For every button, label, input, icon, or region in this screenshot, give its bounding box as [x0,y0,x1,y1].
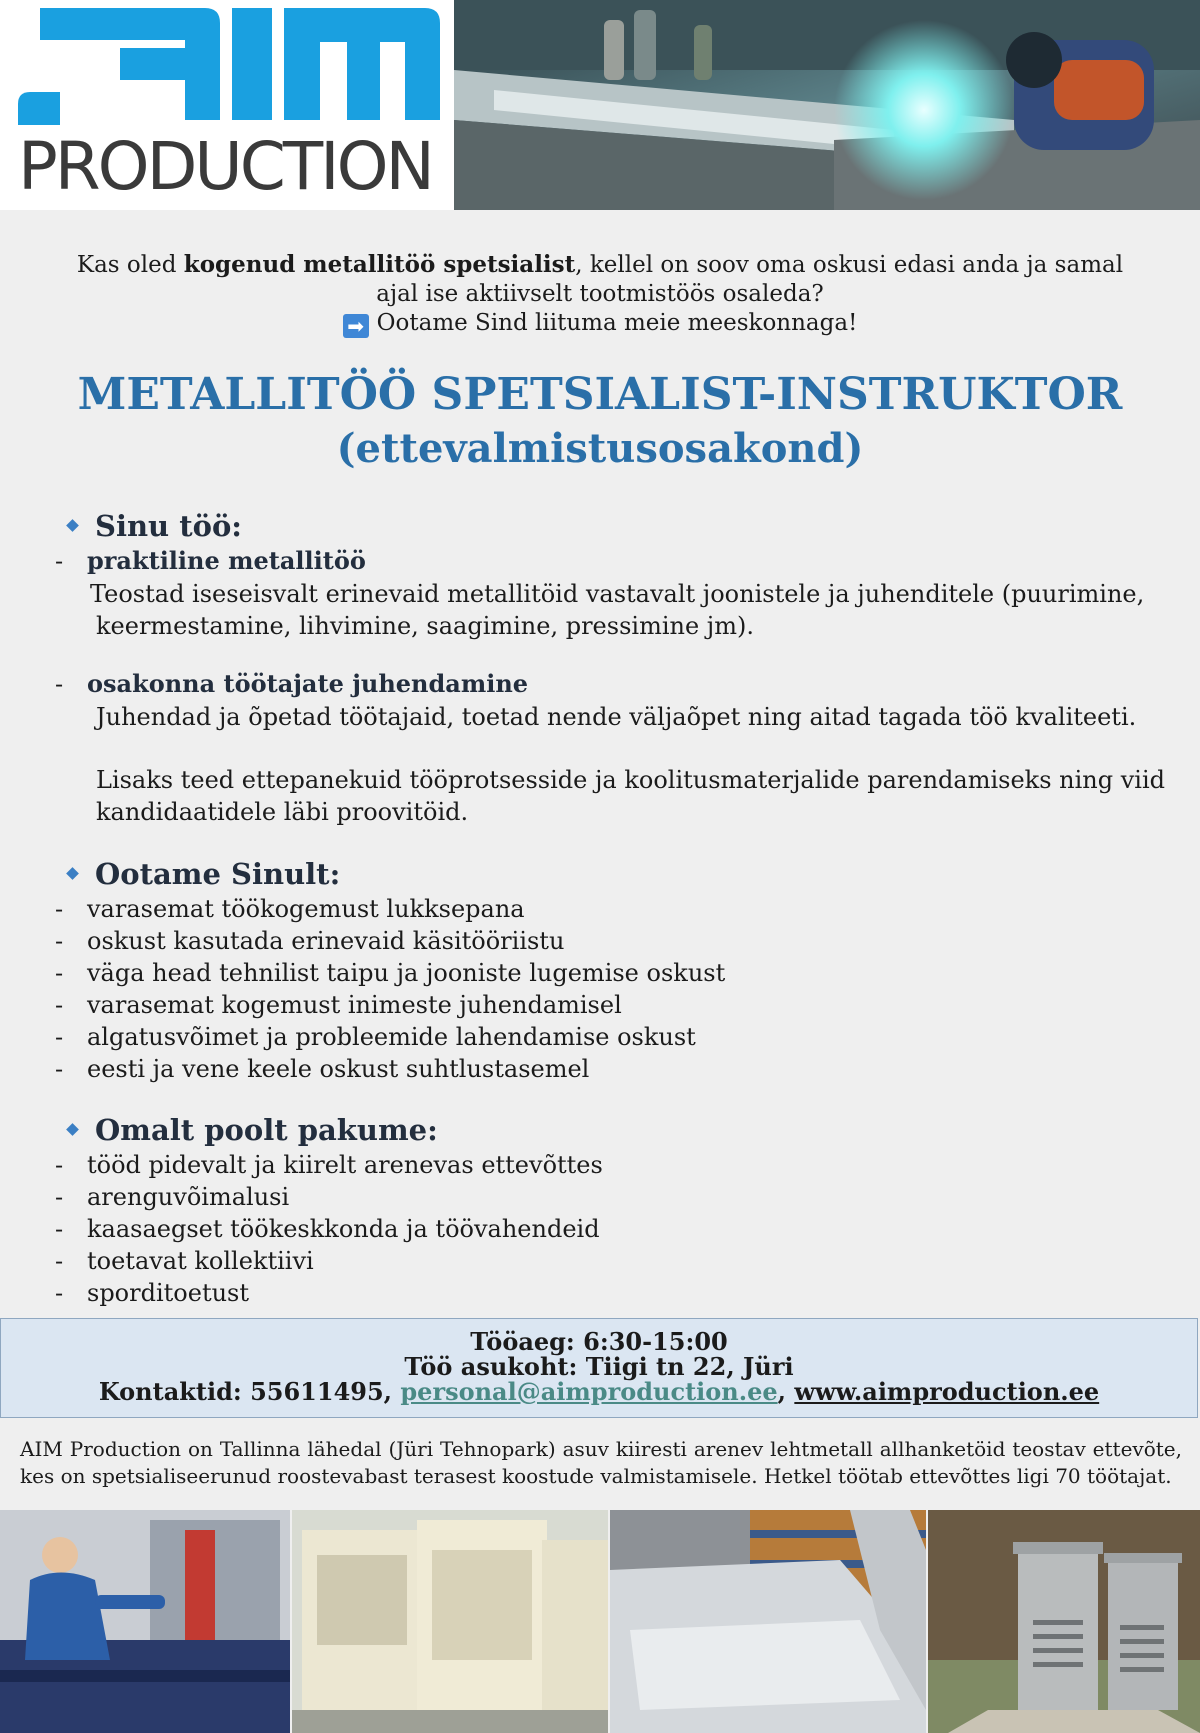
list-item: - eesti ja vene keele oskust suhtlustasemel [55,1055,590,1083]
work-extra-2: kandidaatidele läbi proovitöid. [96,798,469,826]
logo-wordmark: PRODUCTION [18,128,432,205]
contact-box [0,1318,1198,1418]
list-item: - praktiline metallitöö [55,546,366,575]
list-item: - varasemat töökogemust lukksepana [55,895,525,923]
work-item1-desc-1: Teostad iseseisvalt erinevaid metallitöid vastavalt joonistele ja juhenditele (puurimine, [90,580,1145,608]
list-item: - oskust kasutada erinevaid käsitööriistu [55,927,565,955]
intro-text [60,250,1140,338]
list-item: - algatusvõimet ja probleemide lahendamise oskust [55,1023,696,1051]
work-list [55,545,1155,577]
website-link[interactable]: www.aimproduction.ee [794,1377,1100,1406]
header [0,0,1200,210]
expect-list [55,893,1155,1085]
list-item: - tööd pidevalt ja kiirelt arenevas ettevõttes [55,1151,603,1179]
worker-photo [0,1510,290,1733]
offer-list [55,1149,1155,1309]
work-extra-1: Lisaks teed ettepanekuid tööprotsesside ja koolitusmaterjalide parendamiseks ning viid [96,766,1166,794]
list-item: - väga head tehnilist taipu ja jooniste lugemise oskust [55,959,726,987]
diamond-bullet-icon [66,1123,79,1136]
aim-logo-mark-icon [0,0,454,140]
work-item1-desc-2: keermestamine, lihvimine, saagimine, pressimine jm). [96,612,754,640]
arrow-right-icon: ➡ [343,314,369,338]
list-item: - toetavat kollektiivi [55,1247,314,1275]
outdoor-cabinets-photo [928,1510,1200,1733]
job-title: METALLITÖÖ SPETSIALIST-INSTRUKTOR [77,369,1123,420]
section-heading-work: Sinu töö: [68,508,242,544]
section-heading-expect: Ootame Sinult: [68,856,340,892]
work-location: Töö asukoht: Tiigi tn 22, Jüri [404,1352,794,1381]
company-logo [0,0,454,210]
diamond-bullet-icon [66,867,79,880]
section-heading-offer: Omalt poolt pakume: [68,1112,438,1148]
list-item: - sporditoetust [55,1279,249,1307]
list-item: - osakonna töötajate juhendamine [55,669,529,698]
intro-line-3: ➡ Ootame Sind liituma meie meeskonnaga! [60,309,1140,338]
cabinets-photo [292,1510,608,1733]
steel-tray-photo [610,1510,926,1733]
diamond-bullet-icon [66,519,79,532]
work-time: Tööaeg: 6:30-15:00 [470,1327,728,1356]
work-item2-desc: Juhendad ja õpetad töötajaid, toetad nende väljaõpet ning aitad tagada töö kvaliteeti. [96,703,1137,731]
photo-strip [0,1510,1200,1733]
company-description: AIM Production on Tallinna lähedal (Jüri Tehnopark) asuv kiiresti arenev lehtmetall allhanketöid teostav ettevõte, kes on spetsialiseerunud roostevabast terasest koostude valmistamisele. Hetkel töötab ettevõttes ligi 70 töötajat. [20,1437,1182,1488]
work-list-2 [55,668,1155,700]
contacts-line: Kontaktid: 55611495, personal@aimproduction.ee, www.aimproduction.ee [98,1377,1100,1406]
list-item: - varasemat kogemust inimeste juhendamisel [55,991,622,1019]
email-link[interactable]: personal@aimproduction.ee [400,1377,778,1406]
intro-line-1: Kas oled kogenud metallitöö spetsialist, kellel on soov oma oskusi edasi anda ja samal [76,251,1124,278]
intro-highlight: kogenud metallitöö spetsialist [183,251,576,278]
job-subtitle: (ettevalmistusosakond) [336,425,864,472]
list-item: - arenguvõimalusi [55,1183,290,1211]
intro-line-2: ajal ise aktiivselt tootmistöös osaleda? [376,281,824,307]
list-item: - kaasaegset töökeskkonda ja töövahendeid [55,1215,600,1243]
welder-photo [454,0,1200,210]
